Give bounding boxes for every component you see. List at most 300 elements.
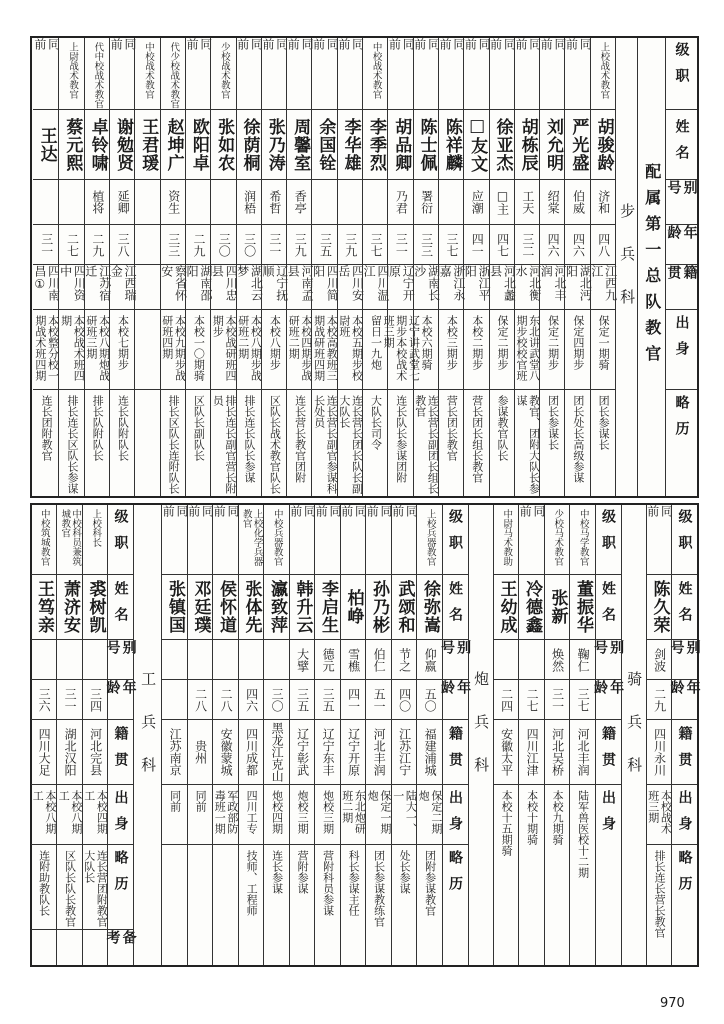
history-text: 连长队长参谋团附: [394, 395, 408, 483]
history-cell: [363, 390, 387, 496]
alias-cell: [341, 640, 366, 680]
header-age-cell: [666, 225, 697, 265]
age-cell: [211, 225, 235, 265]
native-text: 黑龙江克山: [270, 722, 285, 782]
header-history-cell: [666, 390, 697, 496]
origin-text: 留日一九炮: [369, 315, 383, 370]
origin-text: 同前: [194, 790, 208, 812]
native-cell: [387, 265, 416, 310]
native-cell: [366, 720, 391, 785]
age-text: 三三: [166, 232, 181, 257]
age-cell: [315, 680, 340, 720]
history-cell: [366, 845, 391, 965]
origin-cell: [312, 310, 339, 390]
age-cell: [237, 225, 261, 265]
alias-text: 香亭: [293, 190, 308, 214]
person-column: [289, 505, 315, 965]
origin-cell: [545, 785, 570, 965]
alias-cell: [315, 640, 340, 680]
header-label: 姓名: [447, 581, 464, 633]
rank-text: 同前: [314, 505, 343, 543]
rank-text: 同前: [260, 38, 289, 76]
origin-cell: [392, 785, 417, 845]
origin-text: 保定一期骑: [597, 315, 611, 370]
native-cell: [213, 720, 238, 785]
rank-cell: [488, 38, 517, 110]
rank-text: 同前: [463, 38, 492, 76]
history-text: 排长连长营长教官: [653, 850, 667, 938]
name-cell: [545, 575, 570, 640]
native-cell: [264, 720, 289, 785]
remarks-cell: [83, 930, 108, 965]
header-label: 出身: [600, 790, 617, 842]
age-cell: [312, 225, 336, 265]
header-label: 年龄: [668, 680, 701, 706]
name-text: 王达: [36, 126, 57, 163]
origin-text: 本校十五期骑: [500, 790, 514, 856]
alias-text: 绍棠: [546, 190, 561, 214]
person-column: [513, 38, 542, 496]
name-text: 王笃亲: [34, 580, 55, 634]
native-cell: [83, 265, 112, 310]
alias-cell: [85, 180, 109, 225]
person-column: [210, 38, 239, 496]
name-cell: [366, 575, 391, 640]
native-cell: [31, 720, 57, 785]
alias-text: 济和: [596, 190, 611, 214]
section-title-cell: [638, 38, 665, 496]
native-text: 辽宁开原: [346, 728, 361, 776]
native-text: 四川南昌①: [32, 265, 61, 301]
rank-cell: [31, 505, 57, 575]
origin-cell: [211, 310, 238, 390]
header-label: 姓名: [676, 581, 693, 633]
person-column: [187, 505, 213, 965]
rank-cell: [260, 38, 289, 110]
name-cell: [591, 110, 615, 180]
native-cell: [564, 265, 593, 310]
header-column: [104, 505, 137, 965]
person-column: [56, 505, 82, 965]
origin-cell: [237, 310, 261, 390]
header-name-cell: [666, 110, 697, 180]
section-label-infantry: [615, 38, 637, 496]
history-cell: [188, 845, 213, 965]
history-text: 教官、团附大队长参谋: [514, 395, 541, 494]
name-text: 卓铃啸: [87, 117, 108, 172]
person-column: [260, 38, 289, 496]
rank-cell: [564, 38, 593, 110]
native-cell: [239, 720, 264, 785]
age-cell: [213, 680, 238, 720]
person-column: [109, 38, 137, 496]
age-cell: [33, 225, 58, 265]
history-cell: [417, 845, 442, 965]
name-cell: [494, 575, 519, 640]
name-cell: [388, 110, 412, 180]
history-text: 区队长队长教官: [63, 850, 77, 927]
person-column: [82, 505, 108, 965]
header-label: 级职: [112, 509, 129, 561]
rank-text: 中校战术教官: [370, 42, 382, 99]
age-text: 三〇: [217, 232, 232, 257]
origin-cell: [494, 785, 519, 965]
native-cell: [570, 720, 595, 785]
header-label: 年龄: [104, 680, 137, 706]
header-age-cell: [668, 680, 701, 720]
header-column: [439, 505, 472, 965]
history-cell: [110, 390, 134, 496]
origin-cell: [565, 310, 589, 390]
origin-text: 本校八期步: [268, 315, 282, 370]
origin-text: 保定四期步: [571, 315, 585, 370]
native-text: 河北丰润: [576, 728, 591, 776]
history-text: 营附参谋: [296, 850, 310, 894]
header-label: 出身: [447, 790, 464, 842]
native-cell: [417, 720, 442, 785]
history-cell: [264, 845, 289, 965]
native-cell: [260, 265, 289, 310]
header-label: 略历: [112, 850, 129, 902]
alias-cell: [545, 640, 570, 680]
rank-text: 同前: [286, 38, 315, 76]
native-text: 江西九江: [589, 265, 618, 301]
alias-cell: [33, 180, 58, 225]
header-label: 别号: [439, 640, 472, 666]
rank-cell: [365, 505, 394, 575]
history-text: 排长连长副官营长附员: [211, 395, 238, 494]
person-column: [134, 38, 159, 496]
age-text: 四六: [244, 687, 259, 712]
rank-cell: [161, 505, 190, 575]
age-cell: [366, 680, 391, 720]
name-cell: [392, 575, 417, 640]
origin-cell: [341, 785, 366, 845]
header-name-cell: [108, 575, 133, 640]
name-text: 萧济安: [60, 580, 81, 634]
native-text: 江苏宿迁: [83, 265, 112, 301]
rank-cell: [392, 505, 417, 575]
history-text: 科长参谋主任: [347, 850, 361, 916]
origin-cell: [647, 785, 672, 845]
header-origin-cell: [672, 785, 697, 845]
alias-text: 仰嬴: [423, 647, 438, 672]
age-text: 二八: [219, 687, 234, 712]
header-rank-cell: [666, 38, 697, 110]
native-cell: [83, 720, 108, 785]
history-cell: [341, 845, 366, 965]
header-label: 年龄: [665, 225, 698, 251]
header-origin-cell: [666, 310, 697, 390]
person-column: [438, 38, 466, 496]
name-text: 李华雄: [340, 117, 361, 172]
name-cell: [439, 110, 463, 180]
rank-cell: [239, 505, 264, 575]
rank-text: 同前: [438, 38, 466, 76]
age-cell: [414, 225, 438, 265]
name-text: 严光盛: [568, 117, 589, 172]
native-text: 辽宁彰武: [295, 728, 310, 776]
name-cell: [262, 110, 286, 180]
alias-cell: [83, 640, 108, 680]
rank-cell: [570, 505, 595, 575]
alias-cell: [162, 640, 187, 680]
alias-text: 焕然: [550, 647, 565, 672]
name-text: 陈士佩: [416, 117, 437, 172]
history-cell: [135, 390, 159, 496]
native-cell: [286, 265, 315, 310]
alias-cell: [439, 180, 463, 225]
native-cell: [135, 265, 159, 310]
alias-cell: [264, 640, 289, 680]
origin-cell: [315, 785, 340, 845]
alias-cell: [366, 640, 391, 680]
alias-text: 雪樵: [346, 647, 361, 672]
origin-cell: [85, 310, 109, 390]
person-column: [362, 38, 390, 496]
rank-text: 同前: [564, 38, 593, 76]
age-cell: [341, 680, 366, 720]
rank-cell: [83, 505, 108, 575]
header-label: 姓名: [112, 581, 129, 633]
native-cell: [58, 265, 87, 310]
alias-cell: [388, 180, 412, 225]
rank-text: 同前: [412, 38, 441, 76]
section-label-artillery-cell: [469, 505, 493, 965]
age-text: 四〇: [397, 687, 412, 712]
name-cell: [83, 575, 108, 640]
person-column: [382, 38, 421, 496]
native-cell: [311, 265, 340, 310]
native-cell: [235, 265, 264, 310]
age-text: 三九: [293, 232, 308, 257]
name-cell: [264, 575, 289, 640]
native-cell: [362, 265, 390, 310]
age-cell: [338, 225, 362, 265]
name-cell: [59, 110, 83, 180]
header-native-cell: [108, 720, 133, 785]
alias-cell: [540, 180, 564, 225]
rank-text: 上校化学兵器教官: [240, 509, 263, 566]
name-text: 谢勉贤: [112, 117, 133, 172]
origin-cell: [414, 310, 438, 390]
origin-text: 陆军兽医校十二期: [576, 790, 590, 878]
rank-text: 同前: [387, 38, 416, 76]
header-native-cell: [443, 720, 468, 785]
origin-text: 本校三期步: [445, 315, 459, 370]
native-text: 湖南长沙: [412, 265, 441, 301]
rank-cell: [336, 38, 365, 110]
origin-cell: [382, 310, 421, 390]
native-text: 湖南邵阳: [185, 265, 213, 301]
alias-text: 应潮: [470, 190, 485, 214]
section-label-engineering-text: 工兵科: [139, 670, 158, 800]
header-rank-cell: [596, 505, 621, 575]
history-text: 团长参谋长: [597, 395, 611, 450]
origin-cell: [287, 310, 311, 390]
native-text: 四川江津: [525, 728, 540, 776]
rank-cell: [109, 38, 137, 110]
person-column: [314, 505, 343, 965]
origin-text: 保定二期步: [546, 315, 560, 370]
history-text: 连长营长教官团附: [293, 395, 307, 483]
alias-cell: [237, 180, 261, 225]
section-label-artillery: [468, 505, 493, 965]
alias-cell: [31, 640, 57, 680]
age-cell: [545, 680, 570, 720]
rank-cell: [185, 38, 213, 110]
name-text: 冷德鑫: [522, 580, 543, 634]
origin-text: 本校七期步: [116, 315, 130, 370]
rank-text: 同前: [390, 505, 419, 543]
rank-text: 同前: [645, 505, 674, 543]
history-cell: [414, 390, 438, 496]
section-title-text: 配属第一总队教官: [642, 163, 662, 371]
header-age-cell: [104, 680, 137, 720]
rank-cell: [341, 505, 366, 575]
age-text: 四一: [346, 687, 361, 712]
origin-cell: [188, 785, 213, 845]
origin-cell: [262, 310, 286, 390]
alias-text: 乃君: [394, 190, 409, 214]
name-text: 欧阳卓: [188, 117, 209, 172]
native-cell: [647, 720, 672, 785]
native-text: 四川忠县: [210, 265, 239, 301]
age-text: 三四: [88, 687, 103, 712]
name-text: 刘允明: [543, 117, 564, 172]
rank-text: 同前: [288, 505, 317, 543]
rank-cell: [286, 38, 315, 110]
history-cell: [33, 390, 58, 496]
alias-cell: [338, 180, 362, 225]
header-label: 籍贯: [600, 726, 617, 778]
rank-text: 中校筑城教官: [38, 509, 50, 566]
name-cell: [237, 110, 261, 180]
age-cell: [57, 680, 82, 720]
alias-text: 润梧: [242, 190, 257, 214]
origin-text: 本校战术班四期: [59, 315, 86, 381]
age-cell: [647, 680, 672, 720]
age-text: 二九: [652, 687, 667, 712]
origin-cell: [439, 310, 463, 390]
history-text: 区队长战术教官队长: [268, 395, 282, 494]
header-label: 出身: [673, 315, 690, 367]
name-cell: [31, 575, 57, 640]
alias-cell: [565, 180, 589, 225]
header-age-cell: [439, 680, 472, 720]
section-label-infantry-text: 步兵科: [618, 202, 637, 332]
person-column: [336, 38, 365, 496]
native-cell: [210, 265, 239, 310]
history-cell: [213, 845, 238, 965]
history-text: 排长连长队长参谋: [243, 395, 257, 483]
rank-text: 代中校战术教官: [92, 42, 104, 109]
origin-text: 东北讲武堂八期步校校官班: [514, 315, 541, 381]
alias-cell: [161, 180, 185, 225]
name-text: 瀛致萍: [267, 580, 288, 634]
header-rank-cell: [108, 505, 133, 575]
person-column: [83, 38, 112, 496]
history-cell: [31, 845, 57, 930]
native-cell: [438, 265, 466, 310]
header-label: 级职: [673, 42, 690, 94]
native-text: 四川安岳: [336, 265, 365, 301]
native-cell: [392, 720, 417, 785]
native-cell: [57, 720, 82, 785]
age-cell: [392, 680, 417, 720]
header-label: 出身: [112, 790, 129, 842]
person-column: [311, 38, 340, 496]
age-cell: [417, 680, 442, 720]
native-cell: [109, 265, 137, 310]
native-text: 贵州: [193, 740, 208, 764]
native-cell: [494, 720, 519, 785]
alias-cell: [363, 180, 387, 225]
rank-text: 上校战术教官: [598, 42, 610, 99]
header-alias-cell: [439, 640, 472, 680]
origin-text: 本校八期工: [57, 790, 83, 834]
name-text: 胡栋辰: [517, 117, 538, 172]
header-history-cell: [672, 845, 697, 965]
native-cell: [290, 720, 315, 785]
origin-cell: [417, 785, 442, 845]
header-label: 姓名: [600, 581, 617, 633]
alias-cell: [186, 180, 210, 225]
native-cell: [463, 265, 492, 310]
native-cell: [315, 720, 340, 785]
alias-cell: [312, 180, 336, 225]
name-text: 张乃涛: [264, 117, 285, 172]
history-cell: [161, 390, 185, 496]
person-column: [391, 505, 417, 965]
history-cell: [237, 390, 261, 496]
origin-text: 辽宁讲武堂七期步本校战术班三期: [382, 315, 421, 381]
name-text: 徐荫桐: [239, 117, 260, 172]
native-text: 河南孟县: [286, 265, 315, 301]
age-cell: [464, 225, 488, 265]
native-cell: [188, 720, 213, 785]
name-text: 侯怀道: [216, 580, 237, 634]
origin-text: 炮校三期: [321, 790, 335, 834]
alias-cell: [464, 180, 488, 225]
origin-cell: [83, 785, 108, 845]
history-cell: [591, 390, 615, 496]
alias-text: □主: [495, 189, 510, 215]
name-text: 王君瑗: [138, 117, 159, 172]
native-text: 辽宁东丰: [321, 728, 336, 776]
native-text: 江西瑞金: [109, 265, 137, 301]
header-label: 籍贯: [447, 726, 464, 778]
rank-text: 同前: [212, 505, 241, 543]
alias-cell: [414, 180, 438, 225]
native-text: 辽宁抚顺: [260, 265, 289, 301]
origin-cell: [290, 785, 315, 845]
rank-text: 少校马术教官: [552, 509, 564, 566]
alias-cell: [59, 180, 83, 225]
person-column: [493, 505, 519, 965]
native-cell: [162, 720, 187, 785]
header-label: 别号: [592, 640, 625, 666]
history-cell: [59, 390, 83, 496]
header-native-cell: [672, 720, 697, 785]
name-cell: [647, 575, 672, 640]
rank-cell: [290, 505, 315, 575]
origin-text: 保定二期炮: [417, 790, 443, 834]
age-cell: [262, 225, 286, 265]
header-label: 略历: [447, 850, 464, 902]
age-cell: [162, 680, 187, 720]
name-cell: [85, 110, 109, 180]
